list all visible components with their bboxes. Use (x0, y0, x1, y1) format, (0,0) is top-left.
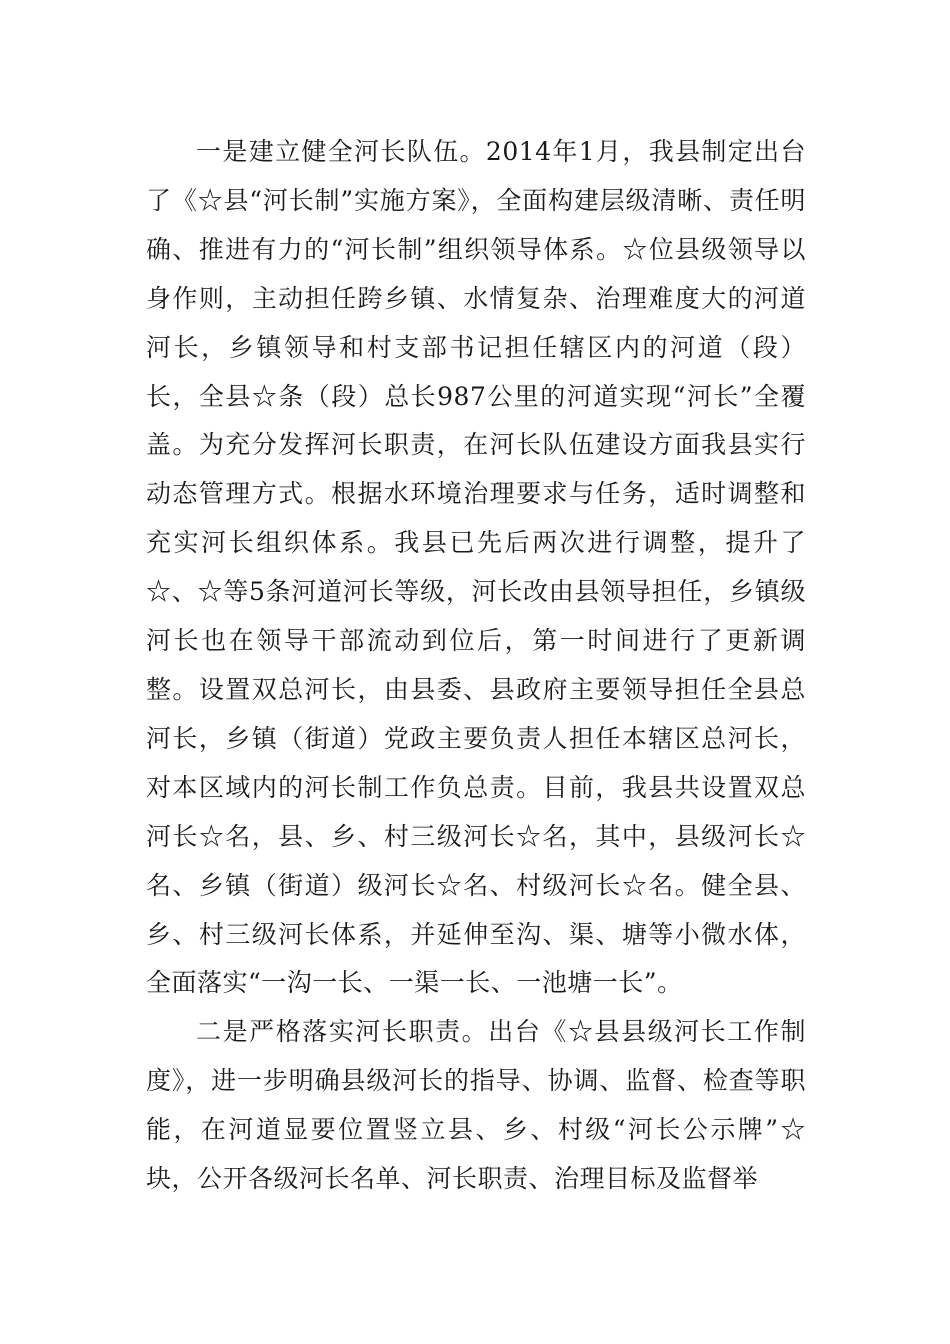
paragraph-river-chief-team: 一是建立健全河长队伍。2014年1月，我县制定出台了《☆县“河长制”实施方案》，全面构建层级清晰、责任明确、推进有力的“河长制”组织领导体系。☆位县级领导以身作则，主动担任跨乡镇、水情复杂、治理难度大的河道河长，乡镇领导和村支部书记担任辖区内的河道（段）长，全县☆条（段）总长987公里的河道实现“河长”全覆盖。为充分发挥河长职责，在河长队伍建设方面我县实行动态管理方式。根据水环境治理要求与任务，适时调整和充实河长组织体系。我县已先后两次进行调整，提升了☆、☆等5条河道河长等级，河长改由县领导担任，乡镇级河长也在领导干部流动到位后，第一时间进行了更新调整。设置双总河长，由县委、县政府主要领导担任全县总河长，乡镇（街道）党政主要负责人担任本辖区总河长，对本区域内的河长制工作负总责。目前，我县共设置双总河长☆名，县、乡、村三级河长☆名，其中，县级河长☆名、乡镇（街道）级河长☆名、村级河长☆名。健全县、乡、村三级河长体系，并延伸至沟、渠、塘等小微水体，全面落实“一沟一长、一渠一长、一池塘一长”。 (146, 137, 806, 998)
paragraph-river-chief-duties: 二是严格落实河长职责。出台《☆县县级河长工作制度》，进一步明确县级河长的指导、协调、监督、检查等职能，在河道显要位置竖立县、乡、村级“河长公示牌”☆块，公开各级河长名单、河长职责、治理目标及监督举 (146, 1017, 806, 1194)
document-body (146, 128, 806, 1204)
